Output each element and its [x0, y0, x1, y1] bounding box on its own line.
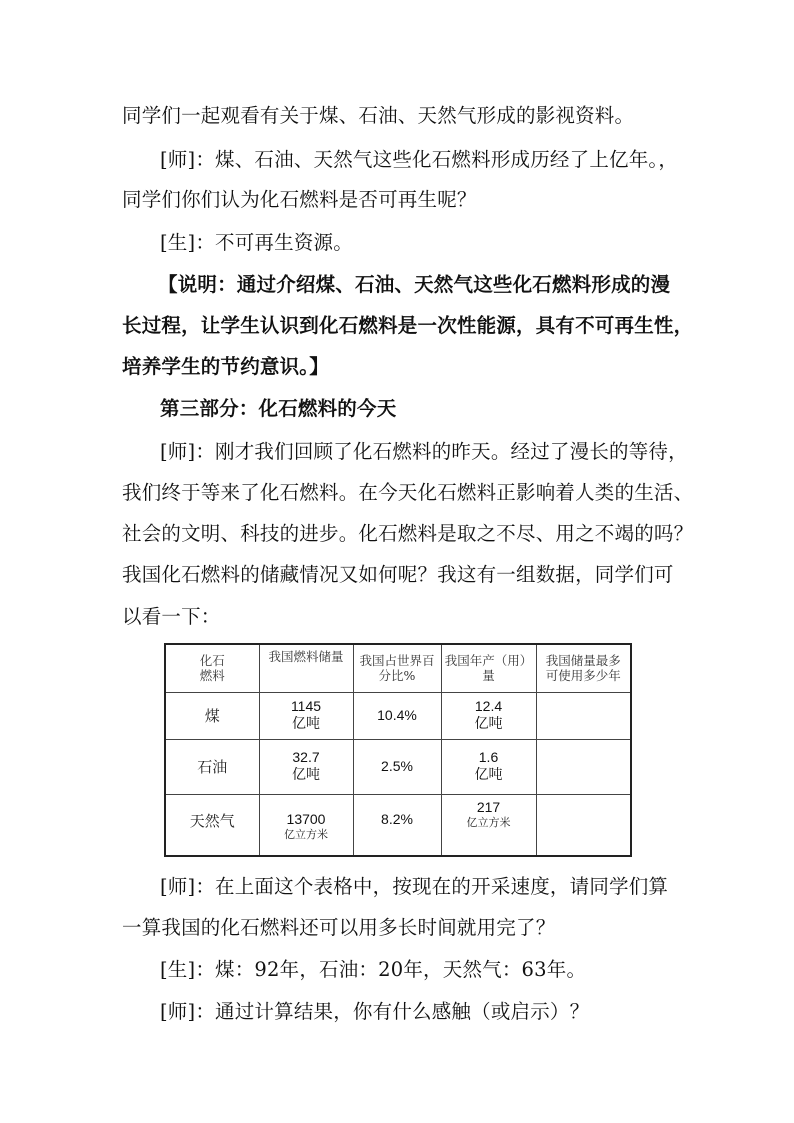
- percent-value: 8.2%: [381, 810, 413, 827]
- note-line: 【说明：通过介绍煤、石油、天然气这些化石燃料形成的漫: [158, 273, 671, 296]
- fuel-name: 天然气: [189, 811, 235, 830]
- annual-unit: 亿吨: [474, 715, 503, 732]
- table-row: [165, 692, 631, 739]
- student-line: [生]：不可再生资源。: [160, 231, 353, 254]
- reserve-cell: [259, 794, 353, 856]
- percent-value: 10.4%: [377, 706, 417, 723]
- teacher-line: [师]：刚才我们回顾了化石燃料的昨天。经过了漫长的等待，: [160, 440, 688, 463]
- paragraph-line: 社会的文明、科技的进步。化石燃料是取之不尽、用之不竭的吗？: [122, 522, 694, 545]
- header-cell: [536, 644, 631, 692]
- header-years: 可使用多少年: [545, 668, 621, 684]
- header-annual-output: 量: [482, 668, 495, 684]
- paragraph-line: 一算我国的化石燃料还可以用多长时间就用完了？: [122, 916, 556, 939]
- years-cell: [536, 794, 631, 856]
- paragraph-line: 同学们一起观看有关于煤、石油、天然气形成的影视资料。: [122, 104, 635, 127]
- annual-cell: [441, 739, 536, 794]
- paragraph-line: 我们终于等来了化石燃料。在今天化石燃料正影响着人类的生活、: [122, 481, 694, 504]
- header-cell: [165, 644, 259, 692]
- reserve-value: 13700: [286, 810, 326, 827]
- reserve-unit: 亿立方米: [284, 828, 328, 841]
- percent-cell: [353, 794, 441, 856]
- teacher-line: [师]：在上面这个表格中，按现在的开采速度，请同学们算: [160, 875, 669, 898]
- years-cell: [536, 692, 631, 739]
- fuel-name-cell: [165, 739, 259, 794]
- reserve-unit: 亿吨: [292, 766, 320, 783]
- years-cell: [536, 739, 631, 794]
- percent-cell: [353, 692, 441, 739]
- reserve-value: 1145: [290, 698, 322, 714]
- fuel-name-cell: [165, 692, 259, 739]
- annual-cell: [441, 692, 536, 739]
- percent-value: 2.5%: [381, 757, 413, 774]
- paragraph-line: 同学们你们认为化石燃料是否可再生呢？: [122, 188, 477, 211]
- reserve-cell: [259, 739, 353, 794]
- annual-cell: [441, 794, 536, 856]
- header-years: 我国储量最多: [545, 652, 621, 668]
- annual-value: 1.6: [478, 749, 499, 765]
- annual-unit: 亿立方米: [466, 816, 511, 829]
- header-annual-output: 我国年产（用）: [444, 652, 533, 668]
- section-heading: 第三部分：化石燃料的今天: [160, 397, 397, 420]
- annual-value: 217: [476, 798, 501, 815]
- header-world-percent: 分比%: [378, 668, 416, 684]
- header-reserve: 我国燃料储量: [268, 649, 344, 664]
- paragraph-line: 以看一下：: [122, 605, 221, 628]
- reserve-cell: [259, 692, 353, 739]
- header-fuel: 燃料: [199, 668, 225, 684]
- student-line: [生]：煤：92年，石油：20年，天然气：63年。: [160, 958, 587, 981]
- annual-value: 12.4: [474, 698, 503, 714]
- table-row: [165, 794, 631, 856]
- annual-unit: 亿吨: [474, 766, 503, 783]
- fuel-name-cell: [165, 794, 259, 856]
- note-line: 培养学生的节约意识。】: [122, 355, 329, 378]
- reserve-unit: 亿吨: [292, 715, 320, 732]
- teacher-line: [师]：煤、石油、天然气这些化石燃料形成历经了上亿年。，: [160, 148, 679, 171]
- fuel-name: 石油: [197, 757, 228, 776]
- table-row: [165, 739, 631, 794]
- teacher-line: [师]：通过计算结果，你有什么感触（或启示）？: [160, 1000, 590, 1023]
- reserve-value: 32.7: [292, 749, 320, 765]
- header-world-percent: 我国占世界百: [359, 652, 435, 668]
- fuel-reserve-table: [164, 643, 630, 857]
- header-fuel: 化石: [199, 652, 225, 668]
- paragraph-line: 我国化石燃料的储藏情况又如何呢？我这有一组数据，同学们可: [122, 563, 674, 586]
- header-cell: [353, 644, 441, 692]
- percent-cell: [353, 739, 441, 794]
- note-line: 长过程，让学生认识到化石燃料是一次性能源，具有不可再生性，: [122, 314, 694, 337]
- header-cell: [259, 644, 353, 692]
- fuel-name: 煤: [204, 706, 220, 725]
- table-header-row: [165, 644, 631, 692]
- header-cell: [441, 644, 536, 692]
